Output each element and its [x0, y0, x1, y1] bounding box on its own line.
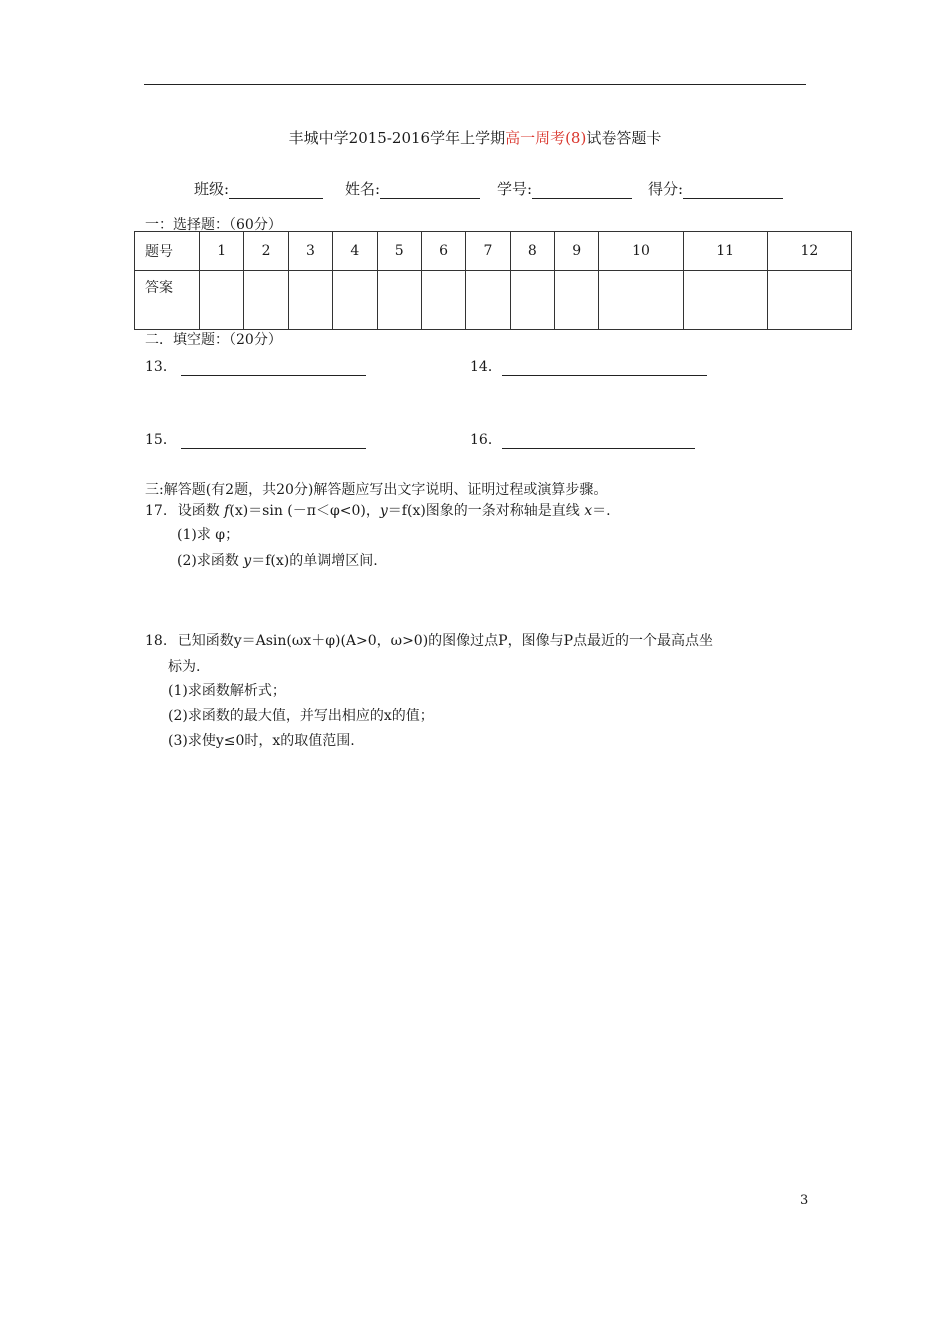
answer-cell[interactable] [767, 271, 851, 330]
q17-p2-y: y [243, 553, 252, 569]
question-number-cell: 2 [244, 232, 288, 271]
q17-text: 设函数 [177, 503, 225, 519]
student-id-label: 学号: [497, 180, 533, 198]
answer-line-14[interactable] [502, 360, 707, 376]
answer-line-16[interactable] [502, 433, 695, 449]
q17-f: f [224, 503, 230, 519]
answer-cell[interactable] [510, 271, 554, 330]
top-rule [144, 84, 806, 85]
score-field[interactable] [648, 178, 783, 199]
question-number-cell: 8 [510, 232, 554, 271]
name-label: 姓名: [345, 180, 381, 198]
question-number-cell: 3 [288, 232, 332, 271]
q17-x: x [584, 503, 593, 519]
score-label: 得分: [648, 180, 684, 198]
fill-blank-15[interactable] [145, 429, 366, 449]
name-field[interactable] [345, 178, 480, 199]
question-18-line1: 已知函数y＝Asin(ωx＋φ)(A>0，ω>0)的图像过点P，图像与P点最近的一个最高点坐 [177, 633, 714, 649]
q17-y: y [379, 503, 388, 519]
question-13-label: 13． [145, 359, 177, 375]
answer-table [134, 231, 852, 330]
fill-blank-14[interactable] [470, 356, 707, 376]
answer-cell[interactable] [555, 271, 599, 330]
question-18-line2: 标为. [168, 659, 201, 675]
answer-cell[interactable] [599, 271, 683, 330]
question-18-part1: (1)求函数解析式； [168, 683, 286, 699]
question-number-row [135, 232, 852, 271]
question-number-cell: 7 [466, 232, 510, 271]
answer-cell[interactable] [288, 271, 332, 330]
question-number-cell: 1 [200, 232, 244, 271]
name-blank[interactable] [380, 184, 480, 199]
fill-blank-13[interactable] [145, 356, 366, 376]
class-field[interactable] [194, 178, 323, 199]
section3-heading: 三:解答题(有2题，共20分)解答题应写出文字说明、证明过程或演算步骤。 [145, 482, 608, 498]
question-18-part2: (2)求函数的最大值，并写出相应的x的值； [168, 708, 434, 724]
page-number: 3 [800, 1193, 809, 1208]
question-number-cell: 9 [555, 232, 599, 271]
question-14-label: 14． [470, 359, 502, 375]
question-18-part3: (3)求使y≤0时，x的取值范围. [168, 733, 355, 749]
fill-blank-16[interactable] [470, 429, 695, 449]
title-exam: 高一周考(8) [505, 129, 587, 147]
question-17-number: 17. [145, 503, 168, 519]
question-18-stem [145, 630, 713, 650]
title-school: 丰城中学2015-2016学年上学期 [288, 129, 506, 147]
section2-heading: 二．填空题：（20分） [145, 332, 282, 348]
answer-row [135, 271, 852, 330]
question-number-cell: 11 [683, 232, 767, 271]
title-suffix: 试卷答题卡 [586, 129, 662, 147]
answer-line-13[interactable] [181, 360, 366, 376]
question-18-number: 18. [145, 633, 168, 649]
answer-cell[interactable] [200, 271, 244, 330]
student-id-field[interactable] [497, 178, 632, 199]
score-blank[interactable] [683, 184, 783, 199]
class-blank[interactable] [229, 184, 323, 199]
question-number-cell: 5 [377, 232, 421, 271]
student-id-blank[interactable] [532, 184, 632, 199]
answer-cell[interactable] [377, 271, 421, 330]
question-number-cell: 4 [333, 232, 377, 271]
question-number-cell: 6 [421, 232, 465, 271]
question-number-cell: 12 [767, 232, 851, 271]
section1-heading: 一：选择题：（60分） [145, 217, 282, 233]
class-label: 班级: [194, 180, 230, 198]
q17-p2-text: (2)求函数 [177, 553, 244, 569]
question-17-part1: (1)求 φ； [177, 527, 240, 543]
question-17-stem [145, 500, 611, 520]
q17-text: ＝. [592, 503, 611, 519]
answer-cell[interactable] [683, 271, 767, 330]
row-label-question: 题号 [135, 232, 200, 271]
answer-line-15[interactable] [181, 433, 366, 449]
answer-cell[interactable] [244, 271, 288, 330]
q17-text: (x)＝sin (－π＜φ<0)， [229, 503, 380, 519]
answer-cell[interactable] [421, 271, 465, 330]
answer-cell[interactable] [466, 271, 510, 330]
q17-text: ＝f(x)图象的一条对称轴是直线 [387, 503, 585, 519]
page-title [0, 127, 950, 148]
question-17-part2 [177, 550, 378, 570]
answer-cell[interactable] [333, 271, 377, 330]
q17-p2-text: ＝f(x)的单调增区间. [251, 553, 378, 569]
question-15-label: 15． [145, 432, 177, 448]
question-16-label: 16． [470, 432, 502, 448]
row-label-answer: 答案 [135, 271, 200, 330]
question-number-cell: 10 [599, 232, 683, 271]
